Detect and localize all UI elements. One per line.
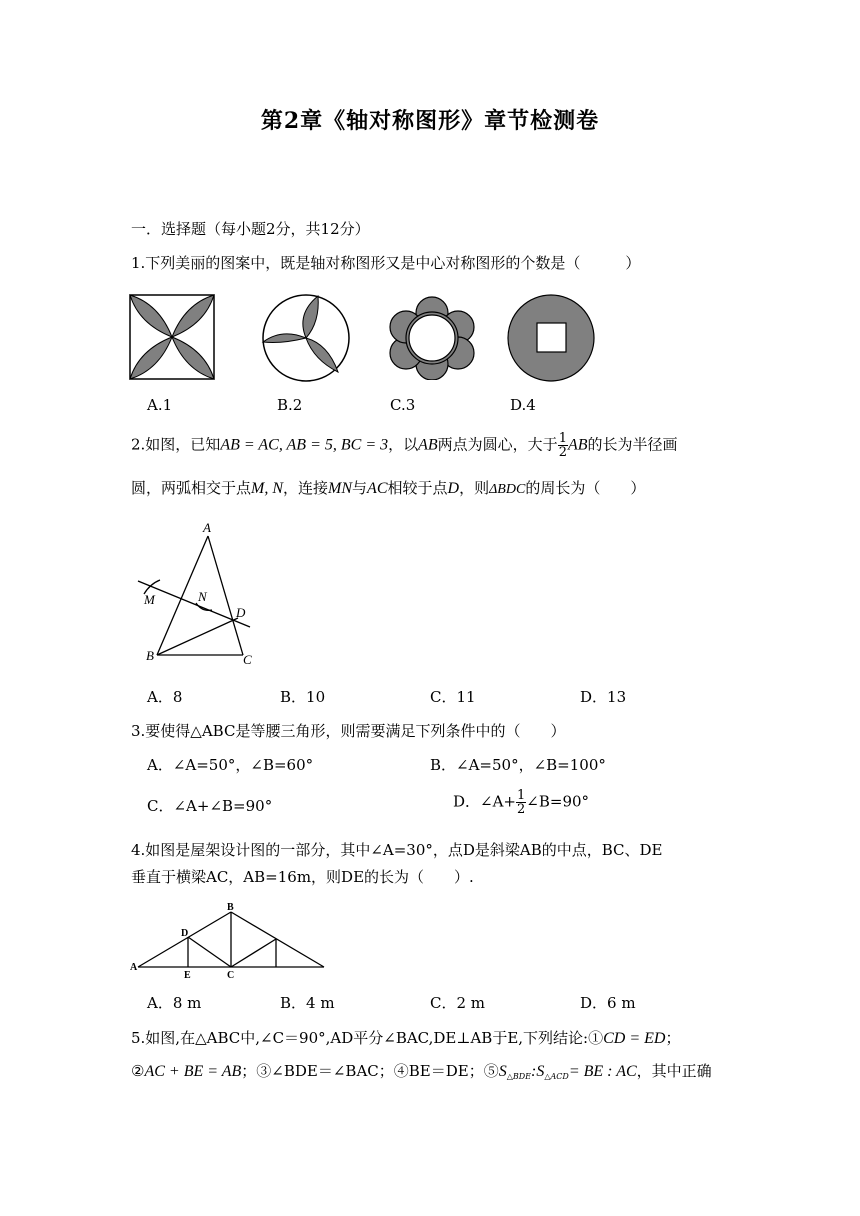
q4-label-c: C	[227, 970, 235, 980]
q4-label-a: A	[130, 962, 138, 973]
q4-option-a: A．8 m	[147, 994, 202, 1012]
q2-label-b: B	[146, 648, 154, 663]
q2-label-n: N	[198, 589, 207, 604]
q2-label-m: M	[144, 592, 155, 607]
q2-option-a: A．8	[147, 688, 183, 706]
question-3-stem: 3.要使得△ABC是等腰三角形，则需要满足下列条件中的（ ）	[131, 722, 566, 740]
q2-triangle-figure	[130, 518, 260, 670]
q4-option-d: D．6 m	[580, 994, 636, 1012]
fraction-one-half: $\frac{1}{2}$	[558, 431, 567, 460]
q3-option-a: A．∠A=50°，∠B=60°	[147, 756, 314, 774]
question-2-line-1: 2.如图，已知AB = AC, AB = 5, BC = 3，以AB两点为圆心，大于 $\frac{1}{2}$ AB的长为半径画	[131, 431, 678, 460]
q3-option-c: C．∠A+∠B=90°	[147, 797, 273, 815]
question-5-line-2: ②AC + BE = AB；③∠BDE＝∠BAC；④BE＝DE；$⑤S_{\triangle BDE}:S_{\triangle ACD}=$ BE : AC，其中正确	[131, 1062, 712, 1081]
q1-figure-c	[387, 296, 477, 380]
q3-option-b: B．∠A=50°，∠B=100°	[430, 756, 606, 774]
q2-option-b: B．10	[280, 688, 326, 706]
q1-option-b: B.2	[277, 396, 303, 414]
page-title: 第2章《轴对称图形》章节检测卷	[260, 108, 600, 134]
question-1-stem: 1.下列美丽的图案中，既是轴对称图形又是中心对称图形的个数是（ ）	[131, 254, 641, 272]
question-4-line-1: 4.如图是屋架设计图的一部分，其中∠A=30°，点D是斜梁AB的中点，BC、DE	[131, 841, 663, 859]
q1-figure-d	[506, 294, 596, 382]
q2-label-a: A	[203, 520, 211, 535]
q1-option-c: C.3	[390, 396, 416, 414]
fraction-one-half: $\frac{1}{2}$	[517, 788, 526, 817]
q1-option-d: D.4	[510, 396, 536, 414]
q2-option-c: C．11	[430, 688, 476, 706]
q1-figure-b	[258, 294, 354, 382]
q4-option-b: B．4 m	[280, 994, 335, 1012]
question-5-line-1: 5.如图,在△ABC中,∠C＝90°,AD平分∠BAC,DE⊥AB于E,下列结论:①CD = ED；	[131, 1029, 681, 1047]
q2-label-d: D	[236, 605, 246, 620]
q1-option-a: A.1	[147, 396, 173, 414]
q2-label-c: C	[243, 652, 252, 667]
q4-option-c: C．2 m	[430, 994, 486, 1012]
question-2-line-2: 圆，两弧相交于点M, N，连接MN与AC相较于点D，则ΔBDC的周长为（ ）	[131, 479, 646, 497]
q4-label-d: D	[181, 928, 189, 939]
q4-truss-figure	[128, 900, 328, 980]
q2-option-d: D．13	[580, 688, 627, 706]
section-heading: 一．选择题（每小题2分，共12分）	[131, 220, 370, 238]
q4-label-b: B	[227, 902, 234, 913]
q1-figure-a	[129, 294, 215, 380]
question-4-line-2: 垂直于横梁AC，AB=16m，则DE的长为（ ）.	[131, 868, 474, 886]
q3-option-d: D．∠A+ $\frac{1}{2}$ ∠B=90°	[453, 788, 590, 817]
q4-label-e: E	[184, 970, 191, 980]
